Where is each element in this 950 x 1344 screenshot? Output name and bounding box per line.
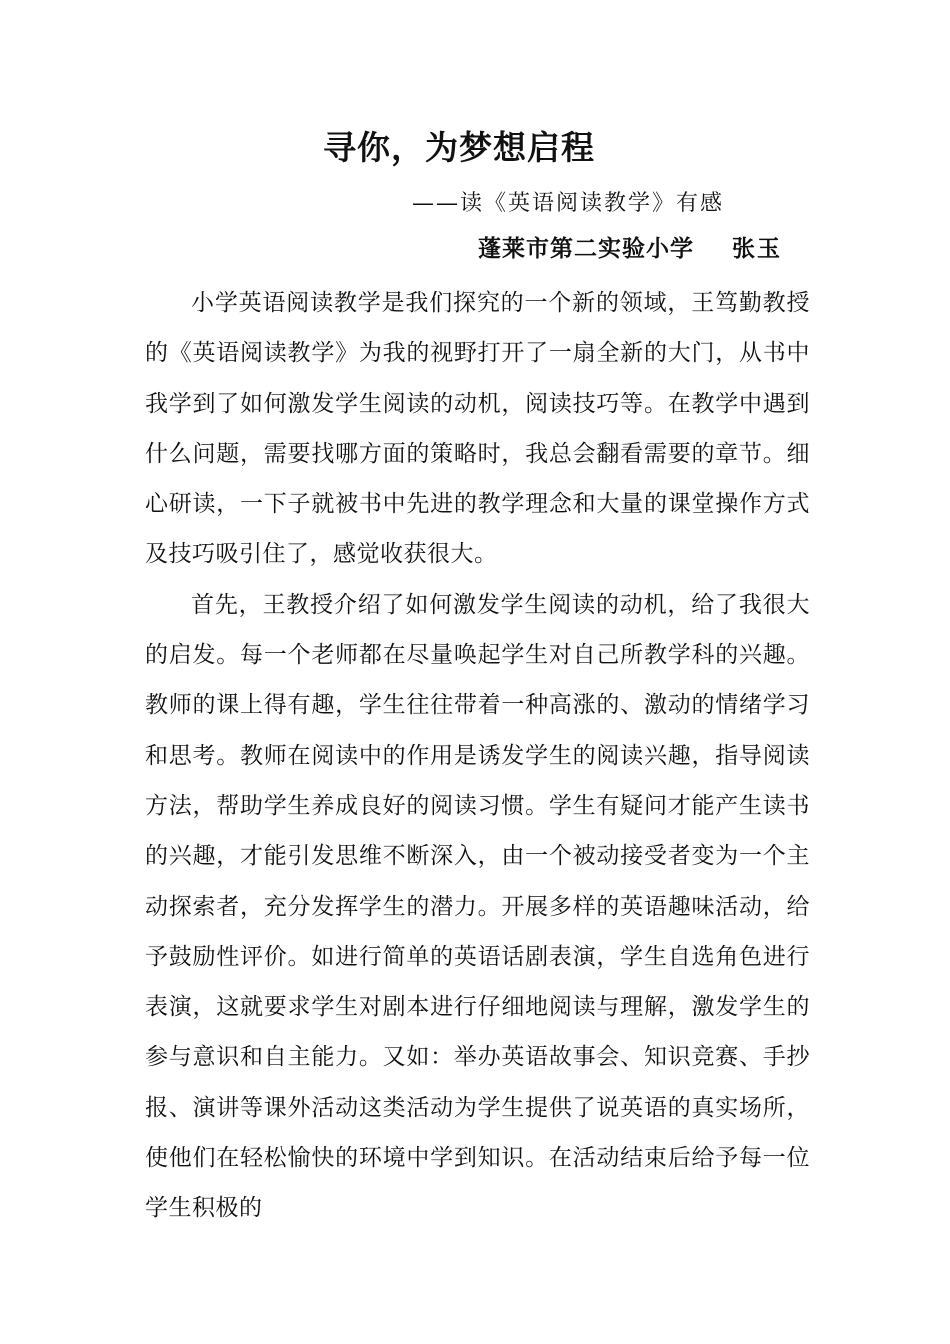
paragraph-1: 小学英语阅读教学是我们探究的一个新的领域，王笃勤教授的《英语阅读教学》为我的视野打开了一扇全新的大门，从书中我学到了如何激发学生阅读的动机，阅读技巧等。在教学中遇到什么问题，需要找哪方面的策略时，我总会翻看需要的章节。细心研读，一下子就被书中先进的教学理念和大量的课堂操作方式及技巧吸引住了，感觉收获很大。 [145,290,810,568]
author-school: 蓬莱市第二实验小学 [478,236,694,262]
essay-subtitle: ——读《英语阅读教学》有感 [412,191,725,216]
essay-title: 寻你，为梦想启程 [323,128,595,167]
paragraph-2: 首先，王教授介绍了如何激发学生阅读的动机，给了我很大的启发。每一个老师都在尽量唤起学生对自己所教学科的兴趣。教师的课上得有趣，学生往往带着一种高涨的、激动的情绪学习和思考。教师在阅读中的作用是诱发学生的阅读兴趣，指导阅读方法，帮助学生养成良好的阅读习惯。学生有疑问才能产生读书的兴趣，才能引发思维不断深入，由一个被动接受者变为一个主动探索者，充分发挥学生的潜力。开展多样的英语趣味活动，给予鼓励性评价。如进行简单的英语话剧表演，学生自选角色进行表演，这就要求学生对剧本进行仔细地阅读与理解，激发学生的参与意识和自主能力。又如：举办英语故事会、知识竞赛、手抄报、演讲等课外活动这类活动为学生提供了说英语的真实场所，使他们在轻松愉快的环境中学到知识。在活动结束后给予每一位学生积极的 [145,591,810,1222]
author-line [478,230,782,263]
author-name: 张玉 [732,236,782,262]
essay-body [145,278,810,1234]
